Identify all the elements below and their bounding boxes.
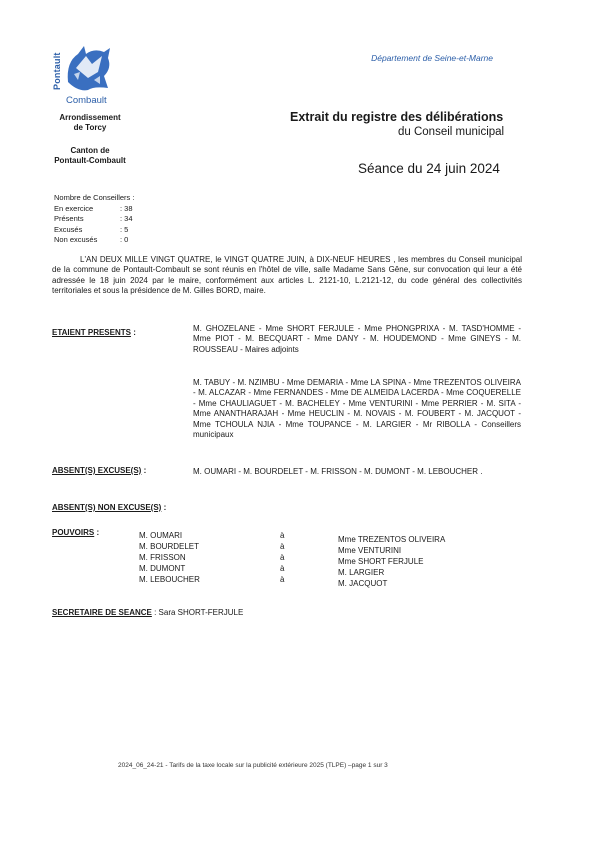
pouvoir-a: à <box>280 575 285 584</box>
secretaire-line <box>52 608 243 617</box>
pouvoir-from: M. LEBOUCHER <box>139 575 200 584</box>
pouvoir-from: M. DUMONT <box>139 564 186 573</box>
intro-text: L'AN DEUX MILLE VINGT QUATRE, le VINGT QUATRE JUIN, à DIX-NEUF HEURES , les membres du Conseil municipal de la commune de Pontault-Combault se sont réunis en l'hôtel de ville, salle Madame Sans Gêne, sur convocation qui leur a été adressée le 18 juin 2024 par le maire, conformément aux articles L. 2121-10, L.2121-12, du code général des collectivités territoriales et sous la présidence de M. Gilles BORD, maire. <box>52 255 522 296</box>
pouvoir-a: à <box>280 542 285 551</box>
logo-text-combault: Combault <box>66 95 107 106</box>
pouvoir-a: à <box>280 553 285 562</box>
secretaire-label: SECRETAIRE DE SEANCE <box>52 608 152 617</box>
non-excuses-label: ABSENT(S) NON EXCUSE(S) : <box>52 503 167 512</box>
presents-adjoints: M. GHOZELANE - Mme SHORT FERJULE - Mme PHONGPRIXA - M. TASD'HOMME - Mme PIOT - M. BECQUART - Mme DANY - M. HOUDEMOND - Mme GINEYS - M. ROUSSEAU - Maires adjoints <box>193 324 521 354</box>
counts-heading: Nombre de Conseillers : <box>54 193 135 202</box>
pouvoir-from: M. FRISSON <box>139 553 186 562</box>
arrondissement-line-1: Arrondissement <box>59 113 121 122</box>
pouvoir-to: M. JACQUOT <box>338 579 388 588</box>
page-footer: 2024_06_24-21 - Tarifs de la taxe locale sur la publicité extérieure 2025 (TLPE) –page 1 sur 3 <box>118 762 388 769</box>
logo-text-pontault: Pontault <box>52 52 62 90</box>
excuses-label: ABSENT(S) EXCUSE(S) : <box>52 466 147 475</box>
document-subtitle: du Conseil municipal <box>398 126 505 138</box>
presents-conseillers: M. TABUY - M. NZIMBU - Mme DEMARIA - Mme LA SPINA - Mme TREZENTOS OLIVEIRA - M. ALCAZAR - Mme FERNANDES - Mme DE ALMEIDA LACERDA - Mme COQUERELLE - Mme CHAULIAGUET - M. BACHELEY - Mme VENTURINI - Mme PERRIER - M. SITA - Mme ANANTHARAJAH - Mme HEUCLIN - M. NOVAIS - M. FOUBERT - M. JACQUOT - Mme TCHOULA NJIA - Mme TOUPANCE - M. LARGIER - Mr RIBOLLA - Conseillers municipaux <box>193 378 521 440</box>
count-row: En exercice : 38 <box>54 203 133 213</box>
secretaire-value: : Sara SHORT-FERJULE <box>151 608 244 617</box>
count-row: Excusés : 5 <box>54 224 129 234</box>
pouvoir-to: M. LARGIER <box>338 568 385 577</box>
pouvoir-a: à <box>280 531 285 540</box>
document-title: Extrait du registre des délibérations <box>290 110 504 124</box>
pouvoir-to: Mme TREZENTOS OLIVEIRA <box>338 535 446 544</box>
presents-label: ETAIENT PRESENTS : <box>52 328 136 337</box>
canton-line-1: Canton de <box>70 146 110 155</box>
pouvoir-to: Mme VENTURINI <box>338 546 402 555</box>
arrondissement-line-2: de Torcy <box>73 123 107 132</box>
canton-line-2: Pontault-Combault <box>54 156 126 165</box>
pouvoir-a: à <box>280 564 285 573</box>
pouvoir-from: M. OUMARI <box>139 531 183 540</box>
town-logo <box>52 42 122 106</box>
count-row: Non excusés : 0 <box>54 235 129 244</box>
departement-label: Département de Seine-et-Marne <box>371 53 493 63</box>
arrondissement-block <box>40 113 140 133</box>
count-row: Présents : 34 <box>54 214 133 223</box>
canton-block <box>40 146 140 166</box>
dove-emblem-icon <box>64 42 114 94</box>
seance-date: Séance du 24 juin 2024 <box>358 161 500 176</box>
pouvoir-from: M. BOURDELET <box>139 542 200 551</box>
conseillers-counts <box>54 193 134 246</box>
pouvoirs-label: POUVOIRS : <box>52 528 100 537</box>
excuses-names: M. OUMARI - M. BOURDELET - M. FRISSON - M. DUMONT - M. LEBOUCHER . <box>193 467 483 476</box>
pouvoir-to: Mme SHORT FERJULE <box>338 557 424 566</box>
intro-paragraph <box>52 255 522 297</box>
